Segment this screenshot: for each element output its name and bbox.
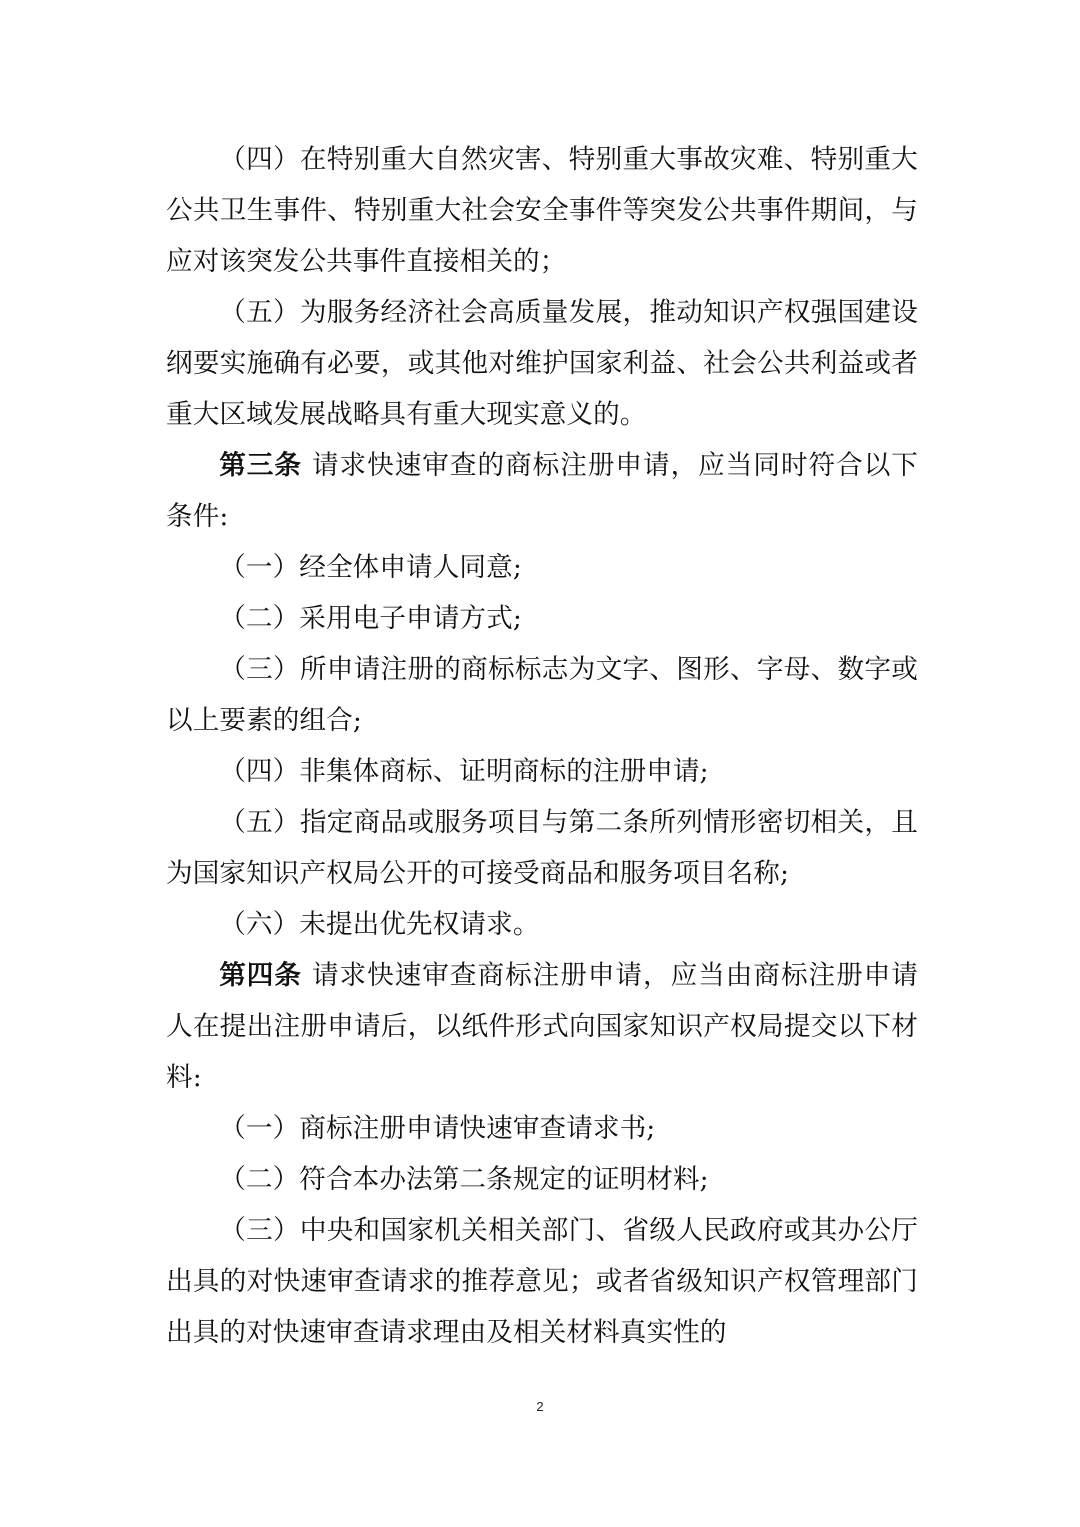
paragraph-text: 请求快速审查商标注册申请，应当由商标注册申请人在提出注册申请后，以纸件形式向国家知识产权局提交以下材料: <box>166 960 918 1093</box>
paragraph-text: （三）所申请注册的商标标志为文字、图形、字母、数字或以上要素的组合; <box>166 654 918 736</box>
article-3 <box>166 440 918 542</box>
paragraph-4-disaster <box>166 134 918 287</box>
paragraph-5-development <box>166 287 918 440</box>
material-1 <box>166 1103 918 1154</box>
article-heading: 第三条 <box>219 450 302 481</box>
material-3 <box>166 1205 918 1358</box>
paragraph-text: （五）为服务经济社会高质量发展，推动知识产权强国建设纲要实施确有必要，或其他对维护国家利益、社会公共利益或者重大区域发展战略具有重大现实意义的。 <box>166 297 918 430</box>
paragraph-text: （五）指定商品或服务项目与第二条所列情形密切相关，且为国家知识产权局公开的可接受商品和服务项目名称; <box>166 807 918 889</box>
condition-3 <box>166 644 918 746</box>
article-4 <box>166 950 918 1103</box>
paragraph-text: （一）商标注册申请快速审查请求书; <box>219 1113 656 1144</box>
paragraph-text: （二）采用电子申请方式; <box>219 603 522 634</box>
article-heading: 第四条 <box>219 960 302 991</box>
page-number: 2 <box>536 1399 544 1414</box>
paragraph-text: （二）符合本办法第二条规定的证明材料; <box>219 1164 709 1195</box>
paragraph-text: （一）经全体申请人同意; <box>219 552 522 583</box>
condition-1 <box>166 542 918 593</box>
condition-5 <box>166 797 918 899</box>
material-2 <box>166 1154 918 1205</box>
paragraph-text: （四）非集体商标、证明商标的注册申请; <box>219 756 709 787</box>
condition-2 <box>166 593 918 644</box>
paragraph-text: 请求快速审查的商标注册申请，应当同时符合以下条件: <box>166 450 918 532</box>
paragraph-text: （四）在特别重大自然灾害、特别重大事故灾难、特别重大公共卫生事件、特别重大社会安全事件等突发公共事件期间，与应对该突发公共事件直接相关的； <box>166 144 918 277</box>
paragraph-text: （三）中央和国家机关相关部门、省级人民政府或其办公厅出具的对快速审查请求的推荐意见；或者省级知识产权管理部门出具的对快速审查请求理由及相关材料真实性的 <box>166 1215 918 1348</box>
condition-6 <box>166 899 918 950</box>
body-text <box>166 134 918 1358</box>
paragraph-text: （六）未提出优先权请求。 <box>219 909 540 940</box>
condition-4 <box>166 746 918 797</box>
